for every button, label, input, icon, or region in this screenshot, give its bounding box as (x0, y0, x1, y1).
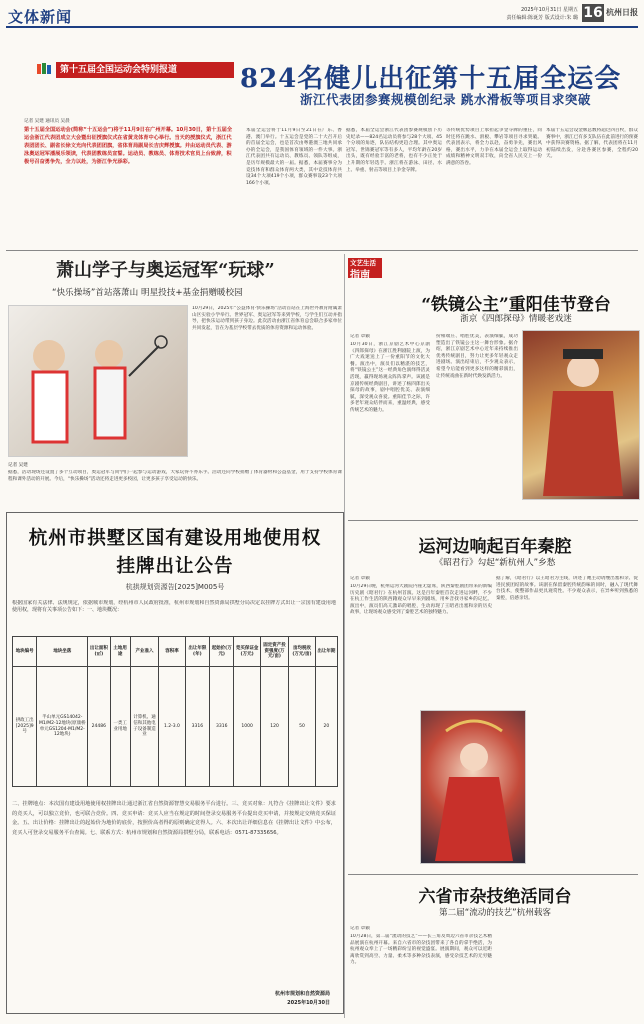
notice-signature-org: 杭州市规划和自然资源局 (274, 991, 330, 997)
table-cell: 120 (260, 667, 288, 787)
opera-princess-photo (522, 330, 640, 500)
date-line: 2025年10月31日 星期五 (520, 7, 578, 13)
column-divider (344, 254, 345, 1018)
qinqiang-performer-icon (421, 711, 527, 865)
tieluzhu-body: 10月30日，浙江京剧艺术中心京剧《四郎探母》在浙江胜利剧院上演，为广大戏迷送上了一份重阳节的文化大餐。演出中，演员们以精湛的技艺，将“铁镜公主”这一经典角色演绎得活灵活现，赢得现场观众阵阵掌声。该剧是京剧传统经典剧目，讲述了杨四郎出关探母的故事，剧中唱腔优美、表演细腻，深受观众喜爱。重阳佳节之际，许多老年观众结伴而来，重温经典，感受传统艺术的魅力。 (350, 342, 430, 413)
table-cell: 一类工业用地 (110, 667, 130, 787)
notice-title-line-2: 挂牌出让公告 (116, 556, 234, 577)
tieluzhu-subheadline: 浙京《四郎探母》情暖老戏迷 (460, 314, 572, 324)
acrobatics-headline: 六省市杂技绝活同台 (418, 887, 572, 907)
lead-column-1: 本届全运会将于11月9日至21日在广东、香港、澳门举行。十五运会是党的二十大召开后的首届全运会，也是首次由粤港澳三地共同承办的全运会，是我国体育领域的一件大事。浙江代表团共有运动员、教练员、领队等组成，是历年规模最大的一届。据悉，本届赛事分为竞技体育和群众体育两大类，其中竞技体育共设34个大项419个小项，群众赛事设23个大项166个小项。 (246, 128, 342, 186)
qinqiang-body-left (350, 708, 416, 874)
table-cell: 24486 (88, 667, 110, 787)
xiaoshan-headline: 萧山学子与奥运冠军“玩球” (56, 260, 275, 281)
section-title: 文体新闻 (8, 8, 73, 26)
table-header: 土地用途 (110, 637, 130, 667)
header-rule (6, 26, 638, 28)
land-parcel-table (12, 636, 338, 787)
games-logo-icon (36, 62, 52, 76)
table-cell: 3316 (210, 667, 234, 787)
special-report-label: 第十五届全国运动会特别报道 (56, 62, 234, 78)
tieluzhu-byline: 记者 章颖 (350, 334, 370, 339)
table-header-row (13, 637, 338, 667)
paper-name: 杭州日报 (606, 8, 638, 17)
table-header: 竞买保证金(万元) (234, 637, 260, 667)
table-header: 出让年限(年) (185, 637, 209, 667)
culture-tag-small: 文艺生活 (350, 259, 376, 267)
lead-column-3: 等传统优势项目上承担起争金夺牌的重任，同时还将在跳水、滑板、攀岩等项目寻求突破。代表团表示，将全力以赴，奋勇争先，赛出风格，赛出水平，力争在本届全运会上取得运动成绩和精神文明双丰收，向全省人民交上一份满意的答卷。 (446, 128, 542, 166)
lead-column-4: 本届十五运会设金牌总数将超过四百枚，群众赛事中，浙江已有多支队伍在此前进行的预赛中获得决赛资格。据了解，代表团将在11月初陆续出发，分赴各赛区参赛，全程约20天。 (546, 128, 638, 160)
header-meta (378, 6, 578, 22)
table-cell: 50 (289, 667, 315, 787)
page-number: 16 (583, 5, 603, 21)
section-divider (348, 520, 638, 521)
table-header: 起始价(万元) (210, 637, 234, 667)
main-headline: 824名健儿出征第十五届全运会 (240, 64, 622, 94)
acrobatics-body: 10月28日，第二届“流动的技艺”——长三角及周边六省市杂技艺术精品展演在杭州开幕。来自六省市的杂技团带来了各自的拿手绝活，为杭州观众奉上了一场精彩纷呈的视觉盛宴。展演期间，观众可以近距离欣赏到高空、力量、柔术等多种杂技表演，感受杂技艺术的无穷魅力。 (350, 934, 492, 966)
lead-paragraph: 第十五届全国运动会(简称“十五运会”)将于11月9日在广州开幕。10月30日，第十五届全运会浙江代表团成立大会暨出征授旗仪式在省黄龙体育中心举行。当天的授旗仪式，浙江代表团团长、副省长徐文光向代表团团旗，省体育局副局长吉庆辉授旗。并由运动员代表、游泳奥运冠军潘展乐领读，代表团教练员宣誓。运动员、教练员、体育技术官员上台致辞，积极号召奋勇争先，全力以赴，为浙江争光添彩。 (24, 127, 233, 165)
section-divider (6, 250, 638, 251)
table-header: 出让面积(㎡) (88, 637, 110, 667)
table-cell: 计算机、通信和其他电子设备制造业 (130, 667, 158, 787)
table-header: 亩均税收(万元/亩) (289, 637, 315, 667)
qinqiang-body-2: 据了解，《昭君行》以王昭君为主线，讲述了她主动请缨出塞和亲、促进民族团结的故事。该剧在保留秦腔传统韵味的同时，融入了现代舞台技术，使整部作品更具观赏性。不少观众表示，在异乡听到熟悉的秦腔，倍感亲切。 (496, 576, 638, 601)
opera-performer-icon (523, 331, 641, 501)
lead-byline: 记者 吴建 通讯员 吴晨 (24, 119, 70, 124)
xiaoshan-byline: 记者 吴建 (8, 463, 28, 468)
table-cell: 1000 (234, 667, 260, 787)
table-header: 固定资产投资强度(万元/亩) (260, 637, 288, 667)
acrobatics-byline: 记者 章颖 (350, 926, 370, 931)
table-cell: 拱政工出[2025]9号 (13, 667, 37, 787)
tieluzhu-headline: “铁镜公主”重阳佳节登台 (421, 295, 611, 315)
notice-document-number: 杭拱规划资源告[2025]M005号 (125, 583, 225, 591)
xiaoshan-subheadline: “快乐操场”首站落萧山 明星投技+基金捐赠暖校园 (52, 288, 243, 298)
table-header: 地块坐落 (37, 637, 88, 667)
table-row (13, 667, 338, 787)
table-header: 产业准入 (130, 637, 158, 667)
table-cell: 20 (315, 667, 337, 787)
tieluzhu-body-2: 扮相端庄、唱腔优美，表演细腻，成功塑造出了铁镜公主这一舞台形象。据介绍，浙江京剧艺术中心近年来持续推出优秀传统剧目，努力让更多年轻观众走进剧场。演出结束后，不少观众表示，希望今后能看到更多这样的精彩演出，让传统戏曲在新时代焕发新活力。 (436, 334, 518, 379)
table-cell: 1.2-3.0 (159, 667, 185, 787)
notice-title-line-1: 杭州市拱墅区国有建设用地使用权 (28, 528, 322, 549)
acrobatics-subheadline: 第二届“流动的技艺”杭州载客 (438, 908, 552, 918)
qinqiang-byline: 记者 章颖 (350, 576, 370, 581)
main-subheadline: 浙江代表团参赛规模创纪录 跳水滑板等项目求突破 (300, 92, 591, 107)
notice-signature-date: 2025年10月30日 (287, 1000, 330, 1006)
qinqiang-performer-photo (420, 710, 526, 864)
table-cell: 半山单元GS14042-M1/M2-12地块(原康桥单元GS1204-M1/M2-12地块) (37, 667, 88, 787)
lead-column-2: 据悉，本届全运会浙江代表团参赛规模创下历史纪录——824名运动员将参与28个大项、45个分项的角逐，队伍结构更趋合理。其中奥运冠军、世锦赛冠军等有多人，平均年龄在20岁出头，既有经验丰富的老将，也有不少正处于上升期的年轻选手。浙江将在游泳、田径、水上、举重、射击等项目上争金夺牌。 (346, 128, 442, 173)
table-header: 出让年期 (315, 637, 337, 667)
table-cell: 3316 (185, 667, 209, 787)
xiaoshan-body-1: 10月29日，2025年“公益体育·快乐操场”活动首站在上海世外教育附属萧山区实验小学举行。世界冠军、奥运冠军等来到学校，与学生们互动并指导，把快乐运动带到孩子身边。此次活动由浙江省体育总会联合多家单位共同发起，旨在为基层学校带去优质的体育资源和运动体验。 (192, 306, 342, 331)
qinqiang-headline: 运河边响起百年秦腔 (418, 537, 572, 557)
notice-body: 二、挂牌地点：本次国有建设用地使用权挂牌出让通过浙江省自然资源智慧交易服务平台进行。三、竞买对象：凡符合《挂牌出让文件》要求的竞买人，可以独立竞价，也可联合竞价。四、竞买申请：竞买人应当在规定的时间登录交易服务平台提出竞买申请，并按规定交纳竞买保证金。五、出让价格：挂牌出让的起始价为地价的底价，按照价高者得的原则确定竞得人。六、本次出让详细信息在《挂牌出让文件》中公布，竞买人可登录交易服务平台查阅。七、联系方式：杭州市规划和自然资源局拱墅分局，联系电话：0571-87335656。 (12, 801, 336, 836)
section-divider (348, 874, 638, 875)
qinqiang-body-right (530, 708, 638, 874)
notice-intro: 根据国家有关法律、法规规定，依据城市规划，经杭州市人民政府批准，杭州市规划和自然资源局拱墅分局决定以挂牌方式出让一宗国有建设用地使用权，现将有关事项公告如下：一、地块概况： (12, 600, 336, 614)
students-photo-icon (9, 306, 189, 458)
xiaoshan-photo (8, 305, 188, 457)
acrobatics-body-2 (496, 926, 638, 1018)
table-header: 容积率 (159, 637, 185, 667)
culture-tag-big: 指南 (350, 270, 370, 281)
editor-line: 责任编辑:陈诞芳 版式设计:朱 璐 (506, 15, 578, 21)
qinqiang-subheadline: 《昭君行》勾起“新杭州人”乡愁 (434, 558, 556, 568)
xiaoshan-body-2: 据悉，活动现场还设置了多个互动项目，奥运冠军与同学们一起参与运动游戏，大家玩得不亦乐乎。活动还向学校捐赠了体育器材和公益基金，用于支持学校体育课程和课外活动的开展。今后，“快乐操场”活动还将走进更多校园，让更多孩子享受运动的快乐。 (8, 470, 342, 482)
table-header: 地块编号 (13, 637, 37, 667)
qinqiang-body: 10月29日晚，杭州运河大剧院内座无虚席，陕西秦腔剧团带来的新编历史剧《昭君行》在杭州首演。这是百年秦腔首次走进运河畔，不少在杭工作生活的陕西籍观众早早来到剧场，用乡音找寻家乡的记忆。演出中，演员们高亢激昂的唱腔，生动再现了王昭君出塞和亲的历史故事，让现场观众感受到了秦腔艺术的独特魅力。 (350, 584, 492, 616)
